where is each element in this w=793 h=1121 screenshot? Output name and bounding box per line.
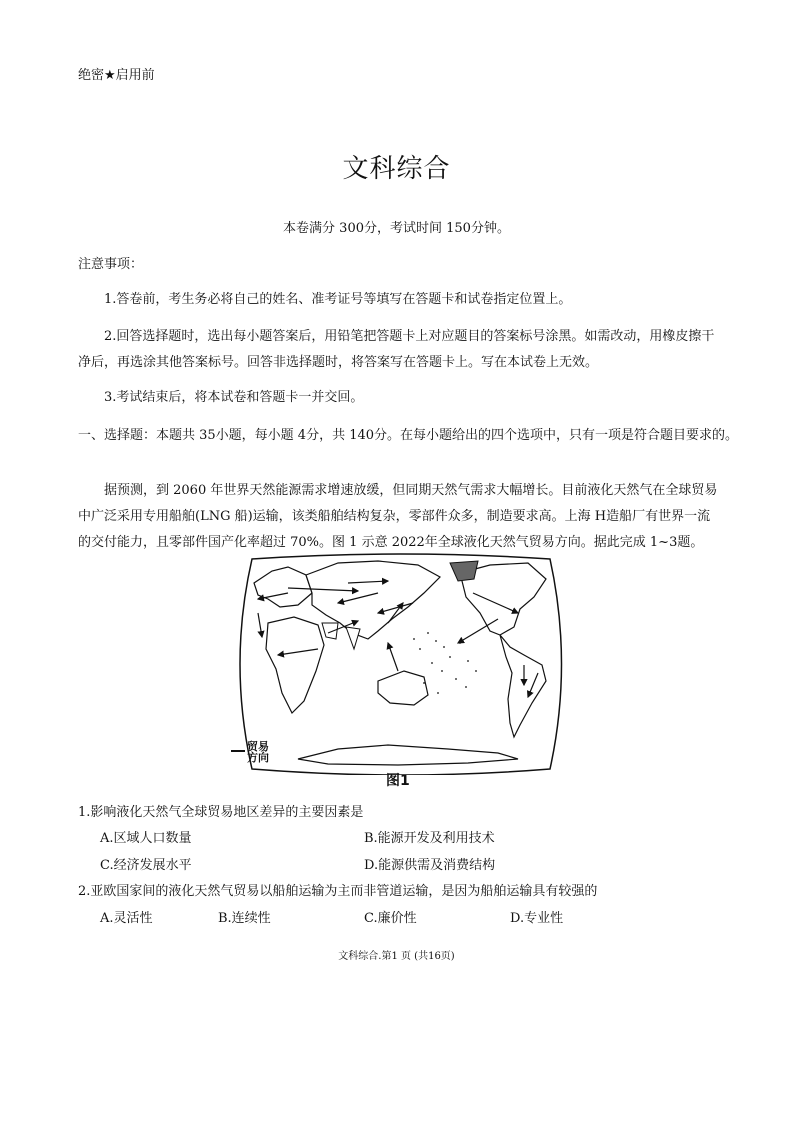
map-legend bbox=[231, 741, 281, 771]
q1-option-c: C.经济发展水平 bbox=[100, 858, 192, 873]
q2-option-b: B.连续性 bbox=[218, 911, 271, 926]
notice-item-2: 2.回答选择题时，选出每小题答案后，用铅笔把答题卡上对应题目的答案标号涂黑。如需改动，用橡皮擦干净后，再选涂其他答案标号。回答非选择题时，将答案写在答题卡上。写在本试卷上无效。 bbox=[78, 329, 715, 370]
q2-option-a: A.灵活性 bbox=[100, 911, 153, 926]
notice-item-1: 1.答卷前，考生务必将自己的姓名、准考证号等填写在答题卡和试卷指定位置上。 bbox=[104, 292, 572, 307]
section-heading: 一、选择题：本题共 35小题，每小题 4分，共 140分。在每小题给出的四个选项中，只有一项是符合题目要求的。 bbox=[78, 428, 739, 443]
page-title: 文科综合 bbox=[342, 154, 451, 184]
q1-option-a: A.区域人口数量 bbox=[100, 831, 192, 846]
q2-option-c: C.廉价性 bbox=[364, 911, 417, 926]
legend-label bbox=[247, 741, 269, 763]
section-intro: 据预测，到 2060 年世界天然能源需求增速放缓，但同期天然气需求大幅增长。目前液化天然气在全球贸易中广泛采用专用船舶(LNG 船)运输，该类船舶结构复杂，零部件众多，制造要求高。上海 H造船厂有世界一流的交付能力，且零部件国产化率超过 70%。图 1 示意 2022年全球液化天然气贸易方向。据此完成 1~3题。 bbox=[78, 483, 718, 550]
exam-info: 本卷满分 300分，考试时间 150分钟。 bbox=[283, 221, 510, 236]
legend-label-line1: 贸易 bbox=[247, 740, 269, 753]
q1-option-d: D.能源供需及消费结构 bbox=[364, 858, 496, 873]
q1-option-b: B.能源开发及利用技术 bbox=[364, 831, 495, 846]
question-1-stem: 1.影响液化天然气全球贸易地区差异的主要因素是 bbox=[78, 805, 364, 820]
q2-option-d: D.专业性 bbox=[510, 911, 564, 926]
legend-line bbox=[231, 750, 245, 752]
question-2-stem: 2.亚欧国家间的液化天然气贸易以船舶运输为主而非管道运输，是因为船舶运输具有较强的 bbox=[78, 884, 598, 899]
notice-heading: 注意事项： bbox=[78, 257, 144, 272]
figure-caption: 图1 bbox=[386, 773, 410, 789]
confidential-label: 绝密★启用前 bbox=[78, 68, 155, 83]
notice-item-3: 3.考试结束后，将本试卷和答题卡一并交回。 bbox=[104, 390, 364, 405]
page-footer: 文科综合.第1 页 (共16页) bbox=[338, 951, 455, 962]
legend-label-line2: 方向 bbox=[247, 751, 269, 764]
